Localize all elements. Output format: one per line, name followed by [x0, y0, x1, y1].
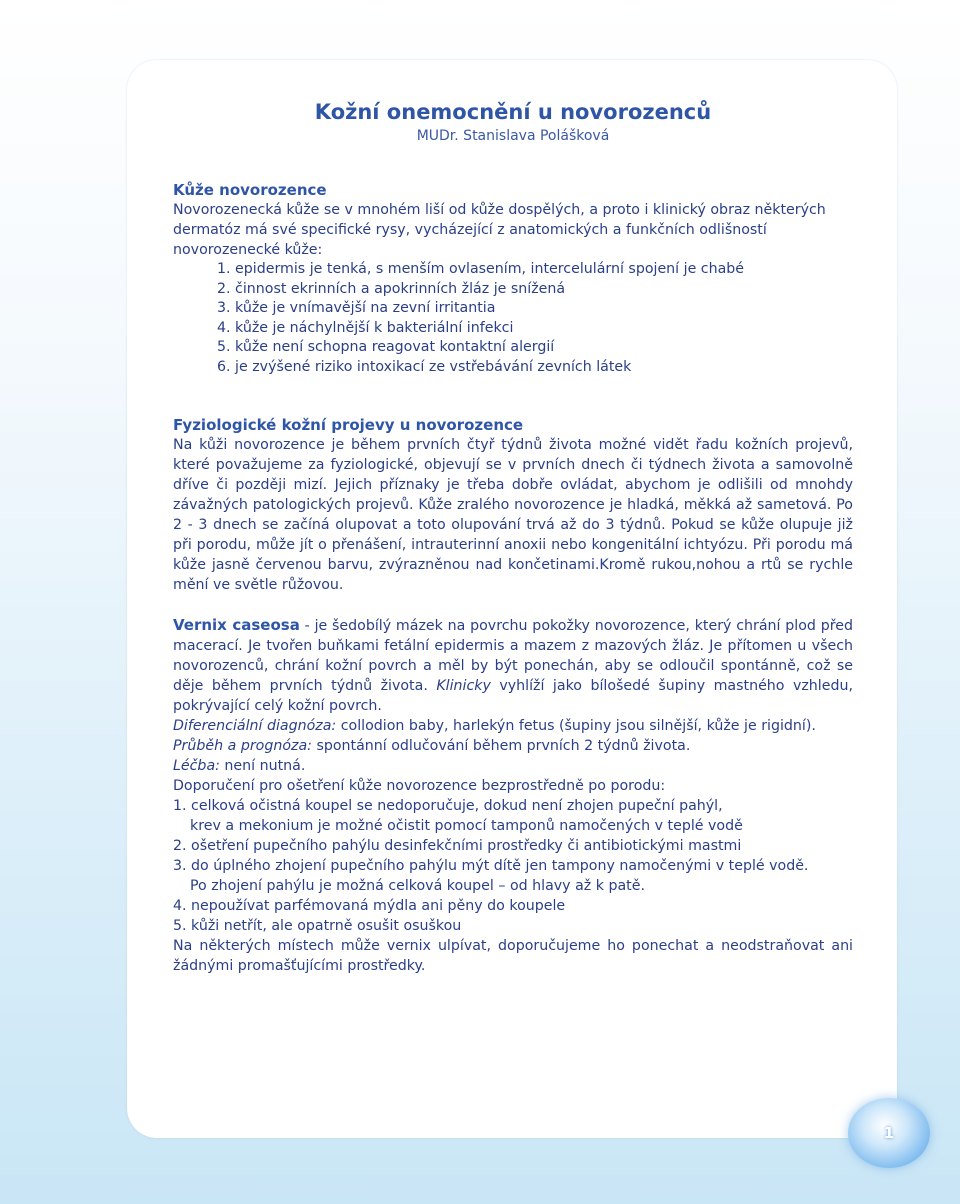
- closing-paragraph: Na některých místech může vernix ulpívat, doporučujeme ho ponechat a neodstraňovat ani žádnými promašťujícími prostředky.: [173, 938, 853, 974]
- course-text: spontánní odlučování během prvních 2 týdnů života.: [311, 738, 691, 754]
- differential-line: [173, 716, 853, 736]
- recommendation-line: 3. do úplného zhojení pupečního pahýlu mýt dítě jen tampony namočenými v teplé vodě.: [173, 858, 809, 874]
- list-item: 6. je zvýšené riziko intoxikací ze vstřebávání zevních látek: [217, 358, 632, 375]
- vernix-term: Vernix caseosa: [173, 616, 300, 634]
- list-item: 5. kůže není schopna reagovat kontaktní alergií: [217, 339, 555, 355]
- vernix-text-2: vyhlíží jako bílošedé šupiny mastného vzhledu, pokrývající celý kožní povrch.: [173, 678, 853, 714]
- recommendation-line: krev a mekonium je možné očistit pomocí tamponů namočených v teplé vodě: [190, 818, 743, 834]
- course-label: Průběh a prognóza:: [173, 738, 312, 754]
- page-number: 1: [883, 1124, 895, 1142]
- page-number-badge: [848, 1098, 930, 1168]
- document-title: Kožní onemocnění u novorozenců: [314, 100, 712, 124]
- skin-features-list: [217, 260, 853, 377]
- treatment-line: [173, 756, 853, 776]
- course-line: [173, 736, 853, 756]
- clinically-label: Klinicky: [436, 678, 491, 694]
- list-item: 2. činnost ekrinních a apokrinních žláz je snížená: [217, 280, 566, 297]
- list-item: 1. epidermis je tenká, s menším ovlasením, intercelulární spojení je chabé: [217, 261, 745, 277]
- list-item: 4. kůže je náchylnější k bakteriální infekci: [217, 319, 514, 336]
- vernix-text-1: - je šedobílý mázek na povrchu pokožky novorozence, který chrání plod před macerací. Je tvořen buňkami fetální epidermis a mazem z mazových žláz. Je přítomen u všech novorozenců, chrání kožní povrch a měl by být ponechán, aby se odloučil spontánně, což se děje během prvních týdnů života.: [173, 618, 853, 694]
- list-item: 3. kůže je vnímavější na zevní irritantia: [217, 300, 496, 316]
- recommendation-line: 5. kůži netřít, ale opatrně osušit osuškou: [173, 918, 462, 934]
- vernix-paragraph: [173, 615, 853, 716]
- differential-text: collodion baby, harlekýn fetus (šupiny jsou silnější, kůže je rigidní).: [336, 718, 816, 734]
- differential-label: Diferenciální diagnóza:: [173, 718, 337, 734]
- author-line: MUDr. Stanislava Polášková: [416, 128, 610, 144]
- section-heading-physiological: Fyziologické kožní projevy u novorozence: [173, 416, 524, 434]
- section-heading-skin: Kůže novorozence: [173, 181, 327, 199]
- section-physiological-text: Na kůži novorozence je během prvních čtyř týdnů života možné vidět řadu kožních projevů, které považujeme za fyziologické, objevují se v prvních dnech či týdnech života a samovolně dříve či později mizí. Jejich příznaky je třeba dobře ovládat, abychom je odlišili od mnohdy závažných patologických projevů. Kůže zralého novorozence je hladká, měkká až sametová. Po 2 - 3 dnech se začíná olupovat a toto olupování trvá až do 3 týdnů. Pokud se kůže olupuje již při porodu, může jít o přenášení, intrauterinní anoxii nebo kongenitální ichtyózu. Při porodu má kůže jasně červenou barvu, zvýrazněnou nad končetinami.Kromě rukou,nohou a rtů se rychle mění ve světle růžovou.: [173, 437, 853, 593]
- document-body: [173, 98, 853, 976]
- recommendation-line: Po zhojení pahýlu je možná celková koupel – od hlavy až k patě.: [190, 878, 645, 894]
- recommendation-line: 2. ošetření pupečního pahýlu desinfekčními prostředky či antibiotickými mastmi: [173, 838, 742, 854]
- treatment-label: Léčba:: [173, 758, 220, 774]
- recommendation-intro: Doporučení pro ošetření kůže novorozence bezprostředně po porodu:: [173, 778, 666, 794]
- recommendation-line: 4. nepoužívat parfémovaná mýdla ani pěny do koupele: [173, 898, 566, 914]
- section-skin-intro: Novorozenecká kůže se v mnohém liší od kůže dospělých, a proto i klinický obraz některých dermatóz má své specifické rysy, vycházející z anatomických a funkčních odlišností novorozenecké kůže:: [173, 202, 826, 258]
- recommendation-line: 1. celková očistná koupel se nedoporučuje, dokud není zhojen pupeční pahýl,: [173, 798, 723, 814]
- treatment-text: není nutná.: [219, 758, 306, 774]
